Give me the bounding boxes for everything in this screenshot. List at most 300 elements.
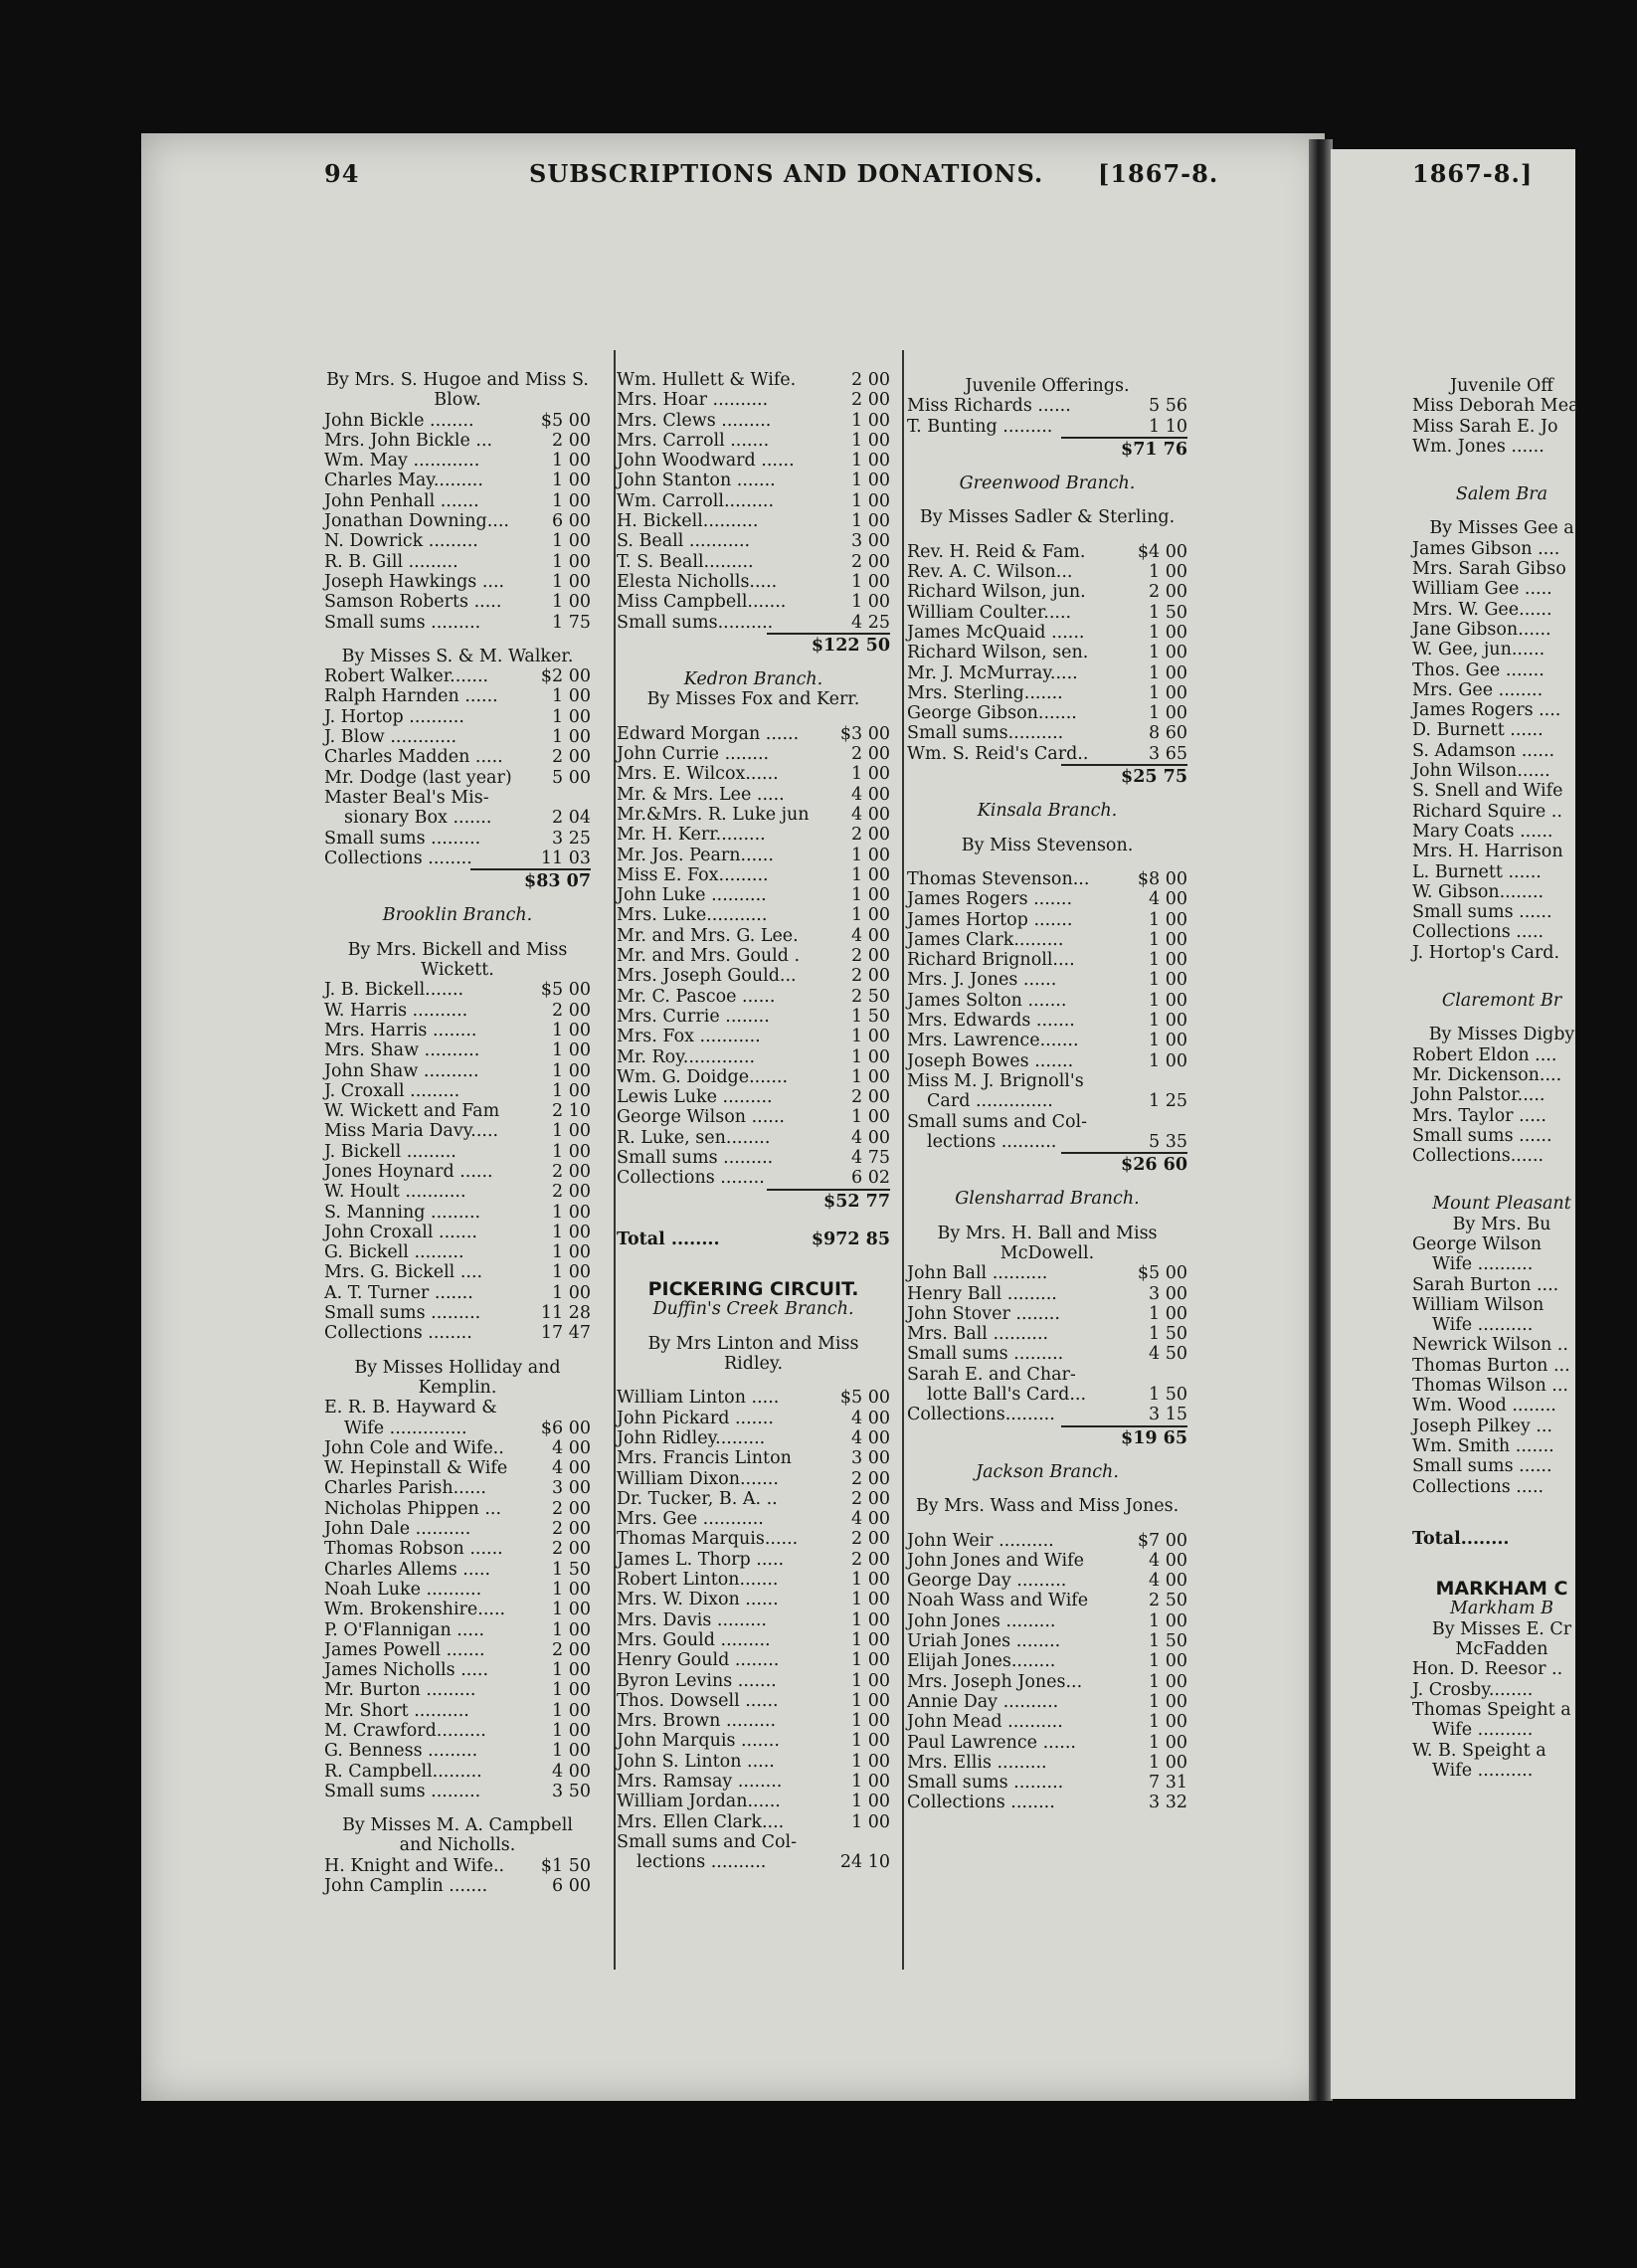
donation-amount: 1 00 <box>552 551 591 572</box>
spacer <box>1412 471 1591 484</box>
subtotal: $71 76 <box>1061 437 1187 460</box>
spacer <box>907 460 1187 473</box>
donor-name: R. Campbell......... <box>324 1761 482 1782</box>
subtotal: $52 77 <box>767 1189 890 1212</box>
spacer <box>907 528 1187 542</box>
donation-amount <box>832 1832 890 1852</box>
donor-name: Mrs. Ramsay ........ <box>617 1772 783 1792</box>
donation-amount <box>1563 842 1621 861</box>
donor-name: Mrs. Edwards ....... <box>907 1011 1075 1032</box>
donation-amount: 2 00 <box>851 370 890 390</box>
donor-name: Mr. Short .......... <box>324 1700 469 1721</box>
donor-row <box>907 889 1187 909</box>
donation-amount: 1 00 <box>851 1027 890 1047</box>
donation-amount <box>1550 761 1608 781</box>
spacer <box>1412 1497 1591 1511</box>
donor-row <box>617 946 890 966</box>
donor-row <box>324 1640 591 1660</box>
donor-name: T. S. Beall......... <box>617 551 754 572</box>
donor-row <box>324 1323 591 1343</box>
donation-amount: 1 00 <box>552 1741 591 1762</box>
donor-row <box>617 390 890 410</box>
donation-amount: 4 00 <box>851 1509 890 1530</box>
spacer <box>907 493 1187 507</box>
donor-name: Joseph Pilkey ... <box>1412 1416 1552 1436</box>
year-left: [1867-8. <box>1098 159 1219 188</box>
donation-amount: 1 00 <box>552 1040 591 1061</box>
donor-row <box>907 683 1187 703</box>
donor-row <box>324 431 591 451</box>
donation-amount: $5 00 <box>839 1388 890 1409</box>
donor-row <box>1412 1146 1591 1166</box>
donor-row <box>324 1262 591 1282</box>
branch-heading: Kedron Branch. <box>683 669 823 690</box>
donation-amount: 1 00 <box>552 1700 591 1721</box>
donor-name: Mr. Roy............. <box>617 1046 756 1067</box>
donation-amount: 2 00 <box>552 1000 591 1021</box>
donation-amount: $5 00 <box>1137 1263 1187 1284</box>
donation-amount: 1 00 <box>1149 703 1187 724</box>
donor-row <box>617 1691 890 1711</box>
collector-heading: By Misses Digby <box>1428 1025 1575 1045</box>
donation-amount <box>1552 1456 1610 1476</box>
year-right: 1867-8.] <box>1412 159 1534 188</box>
donor-row <box>907 1071 1187 1091</box>
donor-row <box>907 1132 1187 1152</box>
donor-row <box>1412 680 1591 700</box>
donor-row <box>324 1303 591 1323</box>
donor-row <box>1412 437 1591 457</box>
donor-name: John Cole and Wife.. <box>324 1437 504 1458</box>
donor-row <box>324 1701 591 1721</box>
donation-amount: 1 00 <box>851 1711 890 1732</box>
donor-name: John Jones ......... <box>907 1610 1056 1631</box>
donor-row <box>617 1772 890 1792</box>
donor-row <box>1412 1659 1591 1679</box>
donor-name: Small sums and Col- <box>617 1831 798 1852</box>
donor-name: John Ball .......... <box>907 1263 1048 1284</box>
donation-amount <box>1566 559 1624 579</box>
collector-heading: Juvenile Offerings. <box>965 376 1130 396</box>
donor-row <box>1412 417 1591 437</box>
donor-name: G. Benness ......... <box>324 1741 478 1762</box>
donation-amount: 1 00 <box>851 1629 890 1650</box>
donor-name: Noah Luke .......... <box>324 1579 482 1600</box>
donor-row <box>324 1580 591 1600</box>
donor-row <box>1412 579 1591 599</box>
donor-name: Small sums ......... <box>907 1344 1064 1365</box>
donation-amount: 2 50 <box>851 986 890 1007</box>
donor-name: John Mead .......... <box>907 1712 1063 1733</box>
donor-name: L. Burnett ...... <box>1412 861 1542 882</box>
donor-name: Wife .......... <box>1432 1760 1534 1781</box>
donor-row <box>1412 661 1591 680</box>
donor-row <box>324 1418 591 1438</box>
spacer <box>617 710 890 724</box>
donation-amount: 17 47 <box>540 1323 591 1344</box>
donor-name: Mrs. Gee ........... <box>617 1509 764 1530</box>
donation-amount: 4 00 <box>851 925 890 946</box>
donor-name: J. Bickell ......... <box>324 1141 456 1162</box>
donor-row <box>907 396 1187 416</box>
donor-row <box>1412 1126 1591 1146</box>
donor-name: R. Luke, sen........ <box>617 1127 771 1148</box>
donation-amount: 2 00 <box>851 1468 890 1489</box>
donor-name: John Currie ........ <box>617 744 770 765</box>
donor-name: James Rogers ....... <box>907 889 1073 910</box>
spacer <box>1412 1511 1591 1525</box>
donor-name: Charles May......... <box>324 471 483 491</box>
collector-heading: McFadden <box>1455 1639 1548 1660</box>
donor-name: Card .............. <box>927 1091 1053 1112</box>
spacer <box>1412 457 1591 471</box>
donation-amount: 1 00 <box>851 1792 890 1812</box>
donor-row <box>907 1324 1187 1344</box>
spacer <box>907 855 1187 869</box>
donor-row <box>1412 1436 1591 1456</box>
donation-amount: $8 00 <box>1137 868 1187 889</box>
donor-name: Wm. G. Doidge....... <box>617 1066 789 1087</box>
donation-amount: 1 50 <box>851 1006 890 1027</box>
donor-row <box>324 1242 591 1262</box>
circuit-heading: MARKHAM C <box>1435 1578 1568 1601</box>
donor-row <box>324 1560 591 1580</box>
donation-amount: 11 28 <box>540 1303 591 1324</box>
donor-name: T. Bunting ......... <box>907 416 1053 437</box>
donor-row <box>324 1620 591 1640</box>
donor-row <box>1412 396 1591 416</box>
donation-amount: 1 00 <box>851 430 890 451</box>
donation-amount: $5 00 <box>540 410 591 431</box>
collector-heading: By Mrs. Wass and Miss Jones. <box>915 1496 1180 1517</box>
donation-amount: 1 00 <box>552 1600 591 1620</box>
donor-name: Mr. C. Pascoe ...... <box>617 986 776 1007</box>
donor-row <box>617 370 890 390</box>
column-3 <box>907 376 1187 1813</box>
donor-row <box>617 865 890 885</box>
donation-amount: 1 00 <box>552 1121 591 1142</box>
donation-amount: 1 00 <box>851 592 890 613</box>
column-4 <box>1412 376 1591 1781</box>
donor-name: Mrs. E. Wilcox...... <box>617 764 779 785</box>
donor-name: Thomas Stevenson... <box>907 868 1090 889</box>
donation-amount: 1 00 <box>1149 990 1187 1011</box>
donor-name: John S. Linton ..... <box>617 1751 775 1772</box>
donor-row <box>907 582 1187 602</box>
donor-name: James L. Thorp ..... <box>617 1549 785 1570</box>
donation-amount: 4 00 <box>851 784 890 805</box>
collector-heading: By Mrs. S. Hugoe and Miss S. <box>326 370 589 390</box>
donor-row <box>324 1203 591 1223</box>
subtotal: $122 50 <box>767 633 890 656</box>
donation-amount <box>1534 1254 1591 1274</box>
donation-amount: 5 35 <box>1149 1131 1187 1152</box>
spacer <box>324 926 591 940</box>
donation-amount: 1 00 <box>851 511 890 532</box>
donor-row <box>907 930 1187 950</box>
donation-amount <box>1534 1720 1591 1740</box>
donor-row <box>617 1469 890 1489</box>
collector-heading: By Mrs. Bickell and Miss <box>347 939 568 960</box>
donation-amount: 1 50 <box>1149 602 1187 623</box>
donor-name: Rev. H. Reid & Fam. <box>907 541 1086 562</box>
donation-amount: 4 00 <box>1149 889 1187 910</box>
donor-name: Richard Brignoll.... <box>907 950 1075 971</box>
branch-heading: Markham B <box>1449 1599 1554 1619</box>
branch-heading: Greenwood Branch. <box>959 473 1136 494</box>
donation-amount: 1 00 <box>851 905 890 926</box>
donor-row <box>907 869 1187 889</box>
donor-name: Elijah Jones........ <box>907 1651 1056 1672</box>
donation-amount: 2 00 <box>552 1161 591 1182</box>
spacer <box>324 1344 591 1358</box>
donor-name: Joseph Bowes ....... <box>907 1050 1074 1071</box>
donor-row <box>324 491 591 511</box>
donor-name: John Bickle ........ <box>324 410 474 431</box>
donation-amount: 3 00 <box>851 531 890 552</box>
donor-row <box>324 1876 591 1896</box>
donor-row <box>324 531 591 551</box>
donor-name: Mrs. Clews ......... <box>617 410 772 431</box>
donation-amount <box>1562 781 1620 801</box>
donation-amount: 1 00 <box>552 571 591 592</box>
donor-name: Mrs. Taylor ..... <box>1412 1105 1546 1126</box>
donor-name: Thomas Marquis...... <box>617 1529 799 1550</box>
donor-name: S. Snell and Wife <box>1412 781 1563 802</box>
donation-amount: 1 00 <box>1149 1050 1187 1071</box>
donor-row <box>617 511 890 531</box>
donor-name: Robert Walker....... <box>324 666 489 687</box>
donor-name: Small sums.......... <box>907 723 1064 744</box>
donor-name: Jonathan Downing.... <box>324 511 509 532</box>
collector-heading: By Mrs Linton and Miss <box>647 1333 859 1354</box>
donor-row <box>907 663 1187 683</box>
donor-name: James McQuaid ...... <box>907 622 1085 643</box>
donor-row <box>324 572 591 592</box>
donation-amount: 1 50 <box>1149 1385 1187 1406</box>
donation-amount: 2 00 <box>851 946 890 967</box>
donation-amount <box>1552 902 1610 922</box>
donor-name: Paul Lawrence ...... <box>907 1732 1076 1753</box>
donor-row <box>324 1061 591 1081</box>
donor-name: Collections ..... <box>1412 922 1545 943</box>
donor-row <box>1412 741 1591 761</box>
donor-name: Charles Allems ..... <box>324 1559 491 1580</box>
donation-amount: 2 00 <box>552 1182 591 1203</box>
donor-row <box>1412 1065 1591 1085</box>
donation-amount <box>1560 700 1618 720</box>
donor-row <box>907 1385 1187 1405</box>
donor-row <box>324 592 591 612</box>
donation-amount: 1 00 <box>1149 1011 1187 1032</box>
donor-name: Joseph Hawkings .... <box>324 571 505 592</box>
donor-name: lections .......... <box>637 1852 767 1873</box>
donation-amount <box>1534 1761 1591 1781</box>
page-title: SUBSCRIPTIONS AND DONATIONS. <box>529 159 1044 188</box>
donor-name: J. Blow ............ <box>324 727 457 748</box>
donor-name: Small sums ......... <box>324 828 481 849</box>
donor-row <box>617 1067 890 1087</box>
donor-row <box>617 764 890 784</box>
donation-amount: 1 00 <box>552 1242 591 1263</box>
donation-amount: 1 00 <box>1149 643 1187 663</box>
donor-row <box>324 1721 591 1741</box>
donor-name: Wm. Carroll......... <box>617 490 775 511</box>
donor-name: Small sums.......... <box>617 612 774 633</box>
donation-amount: 1 00 <box>851 471 890 491</box>
donation-amount <box>1546 1741 1604 1761</box>
donor-name: W. Hoult ........... <box>324 1182 466 1203</box>
donor-name: Small sums ......... <box>907 1773 1064 1794</box>
donor-name: W. Hepinstall & Wife <box>324 1458 508 1479</box>
donor-row <box>617 491 890 511</box>
donation-amount <box>1579 396 1637 416</box>
donor-name: Collections...... <box>1412 1146 1545 1167</box>
donation-amount <box>1130 1071 1187 1091</box>
subtotal: $26 60 <box>1061 1152 1187 1175</box>
donor-row <box>907 1011 1187 1031</box>
donor-name: Miss Campbell....... <box>617 592 787 613</box>
donor-row <box>907 1611 1187 1631</box>
donor-row <box>324 1741 591 1761</box>
donor-row <box>617 1731 890 1751</box>
donor-row <box>907 970 1187 990</box>
donation-amount <box>1545 437 1602 457</box>
donor-name: Small sums ...... <box>1412 1125 1552 1146</box>
donor-name: Mrs. Hoar .......... <box>617 390 769 411</box>
donor-row <box>1412 1315 1591 1335</box>
donation-amount: 1 00 <box>851 1107 890 1128</box>
donation-amount: 1 00 <box>552 686 591 707</box>
donor-row <box>1412 640 1591 660</box>
donation-amount: 1 00 <box>851 410 890 431</box>
donation-amount <box>1570 1356 1628 1376</box>
donor-row <box>1412 781 1591 801</box>
donation-amount: 4 50 <box>1149 1344 1187 1365</box>
donor-row <box>617 471 890 490</box>
donor-name: sionary Box ....... <box>344 808 492 829</box>
spacer <box>324 1801 591 1815</box>
donation-amount: 1 00 <box>851 1590 890 1610</box>
donor-row <box>617 1630 890 1650</box>
donor-name: John Stover ........ <box>907 1303 1060 1324</box>
donor-row <box>617 1107 890 1127</box>
donation-amount: 2 00 <box>851 551 890 572</box>
donor-name: John Croxall ....... <box>324 1222 477 1242</box>
donor-row <box>617 1550 890 1570</box>
donor-name: G. Bickell ......... <box>324 1242 464 1263</box>
donor-row <box>1412 1234 1591 1254</box>
donation-amount: 11 03 <box>540 848 591 868</box>
donation-amount <box>1554 1436 1612 1456</box>
donation-amount <box>1562 1659 1620 1679</box>
donor-row <box>907 1365 1187 1385</box>
donor-row <box>324 768 591 788</box>
donation-amount: 3 00 <box>1149 1283 1187 1304</box>
donor-row <box>617 1168 890 1188</box>
spacer <box>1412 504 1591 518</box>
donor-name: Wife .......... <box>1432 1720 1534 1741</box>
donor-row <box>617 411 890 431</box>
donor-name: Mrs. Joseph Gould... <box>617 966 797 987</box>
donor-row <box>617 926 890 946</box>
donor-row <box>617 1007 890 1027</box>
spacer <box>617 1212 890 1226</box>
collector-heading: By Misses Holliday and <box>354 1357 561 1378</box>
donor-row <box>617 572 890 592</box>
donor-row <box>1412 862 1591 882</box>
donation-amount: 24 10 <box>839 1852 890 1873</box>
donor-name: John Jones and Wife <box>907 1550 1084 1571</box>
donor-name: Wife .......... <box>1432 1254 1534 1275</box>
donor-row <box>324 1040 591 1060</box>
donor-name: J. Croxall ......... <box>324 1080 460 1101</box>
branch-heading: Jackson Branch. <box>976 1461 1119 1482</box>
donor-name: M. Crawford......... <box>324 1721 486 1741</box>
donation-amount: 8 60 <box>1149 723 1187 744</box>
donor-name: Charles Madden ..... <box>324 747 503 768</box>
donor-row <box>1412 1085 1591 1105</box>
donor-row <box>324 1283 591 1303</box>
donor-row <box>324 1539 591 1559</box>
donor-row <box>1412 1477 1591 1497</box>
donation-amount: 4 75 <box>851 1147 890 1168</box>
donation-amount: 2 00 <box>851 390 890 411</box>
donor-row <box>617 1671 890 1691</box>
donation-amount: 1 00 <box>851 764 890 785</box>
spacer <box>907 1175 1187 1189</box>
donor-name: Newrick Wilson .. <box>1412 1335 1568 1356</box>
donation-amount <box>1544 1146 1601 1166</box>
donor-name: William Wilson <box>1412 1294 1545 1315</box>
spacer <box>1412 1549 1591 1563</box>
donor-name: N. Dowrick ......... <box>324 531 478 552</box>
donor-row <box>1412 822 1591 842</box>
donor-name: Richard Squire .. <box>1412 801 1562 822</box>
donor-name: John Woodward ...... <box>617 451 795 472</box>
donor-row <box>324 511 591 531</box>
donor-name: S. Adamson ...... <box>1412 740 1555 761</box>
donor-row <box>617 1509 890 1529</box>
donor-row <box>324 1782 591 1801</box>
donor-row <box>907 1031 1187 1050</box>
donation-amount: $1 50 <box>540 1855 591 1876</box>
donation-amount <box>1545 661 1602 680</box>
donation-amount: 1 00 <box>552 1020 591 1040</box>
donor-row <box>324 1458 591 1478</box>
donor-name: Mr. Dodge (last year) <box>324 767 512 788</box>
donor-row <box>617 885 890 905</box>
donor-row <box>617 825 890 845</box>
donor-row <box>1412 600 1591 620</box>
donor-name: Small sums ......... <box>324 1303 481 1324</box>
donor-row <box>324 411 591 431</box>
grand-total-row <box>617 1226 890 1249</box>
donation-amount: 1 00 <box>552 1660 591 1681</box>
donor-name: Mary Coats ...... <box>1412 821 1553 842</box>
donor-name: J. Hortop's Card. <box>1412 942 1560 963</box>
donor-row <box>617 1087 890 1107</box>
donor-row <box>617 552 890 572</box>
donor-row <box>617 1027 890 1046</box>
donor-name: Nicholas Phippen ... <box>324 1498 502 1519</box>
donor-row <box>324 849 591 868</box>
donor-row <box>907 603 1187 623</box>
donation-amount: 3 32 <box>1149 1793 1187 1813</box>
subtotal: $25 75 <box>1061 764 1187 787</box>
donor-row <box>617 1650 890 1670</box>
donor-name: Wm. Brokenshire..... <box>324 1600 506 1620</box>
